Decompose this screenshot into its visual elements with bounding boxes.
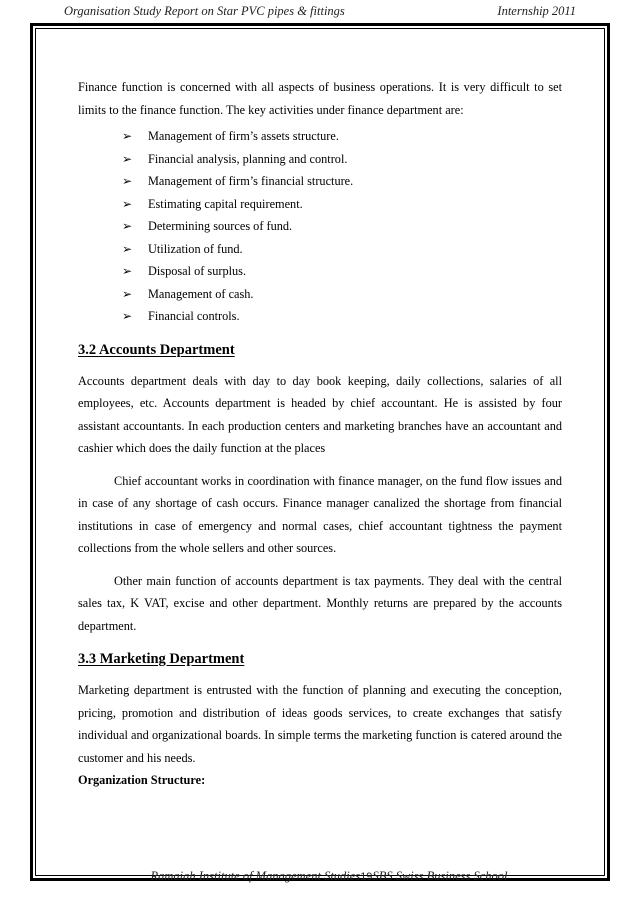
footer-school: SBS Swiss Business School bbox=[372, 869, 508, 883]
arrow-bullet-icon: ➢ bbox=[122, 196, 133, 211]
page-content bbox=[78, 76, 562, 792]
arrow-bullet-icon: ➢ bbox=[122, 219, 133, 233]
list-item: ➢ Disposal of surplus. bbox=[120, 260, 562, 283]
accounts-heading: 3.2 Accounts Department bbox=[78, 341, 235, 358]
list-item: ➢ Management of firm’s assets structure. bbox=[120, 125, 562, 148]
list-item: ➢ Management of firm’s financial structure. bbox=[120, 170, 562, 193]
organization-structure-label: Organization Structure: bbox=[78, 773, 206, 787]
list-item: ➢ Financial controls. bbox=[120, 305, 562, 328]
marketing-heading: 3.3 Marketing Department bbox=[78, 651, 245, 667]
finance-activities-list bbox=[78, 125, 562, 328]
arrow-bullet-icon: ➢ bbox=[122, 151, 133, 166]
header-internship: Internship 2011 bbox=[497, 4, 576, 18]
arrow-bullet-icon: ➢ bbox=[122, 174, 133, 188]
page-footer bbox=[60, 869, 598, 889]
accounts-paragraph-1: Accounts department deals with day to day book keeping, daily collections, salaries of all employees, etc. Accounts department is headed by chief accountant. He is assisted by four assistant accountants. In each production centers and marketing branches have an accountant and cashier which does the daily function at the places bbox=[78, 373, 562, 455]
arrow-bullet-icon: ➢ bbox=[122, 309, 133, 323]
list-item: ➢ Management of cash. bbox=[120, 283, 562, 306]
accounts-paragraph-3: Other main function of accounts department is tax payments. They deal with the central sales tax, K VAT, excise and other department. Monthly returns are prepared by the accounts department. bbox=[78, 573, 562, 633]
arrow-bullet-icon: ➢ bbox=[122, 264, 133, 278]
list-item: ➢ Utilization of fund. bbox=[120, 238, 562, 261]
arrow-bullet-icon: ➢ bbox=[122, 286, 133, 301]
list-item: ➢ Estimating capital requirement. bbox=[120, 193, 562, 216]
accounts-paragraph-2: Chief accountant works in coordination with finance manager, on the fund flow issues and in case of any shortage of cash occurs. Finance manager canalized the shortage from financial institutions in case of emergency and normal cases, chief accountant tightness the payment collections from the whole sellers and other sources. bbox=[78, 473, 562, 555]
header-title: Organisation Study Report on Star PVC pipes & fittings bbox=[64, 4, 345, 18]
intro-paragraph: Finance function is concerned with all aspects of business operations. It is very difficult to set limits to the finance function. The key activities under finance department are: bbox=[78, 80, 562, 117]
list-item: ➢ Financial analysis, planning and control. bbox=[120, 148, 562, 171]
arrow-bullet-icon: ➢ bbox=[122, 129, 133, 143]
page-number: 19 bbox=[360, 871, 373, 883]
arrow-bullet-icon: ➢ bbox=[122, 241, 133, 256]
marketing-paragraph-1: Marketing department is entrusted with the function of planning and executing the conception, pricing, promotion and distribution of ideas goods services, to create exchanges that satisfy individual and organizational boards. In simple terms the marketing function is catered around the customer and his needs. bbox=[78, 683, 562, 765]
footer-institute: Ramaiah Institute of Management Studies bbox=[150, 869, 361, 883]
page-header bbox=[64, 4, 578, 24]
list-item: ➢ Determining sources of fund. bbox=[120, 215, 562, 238]
